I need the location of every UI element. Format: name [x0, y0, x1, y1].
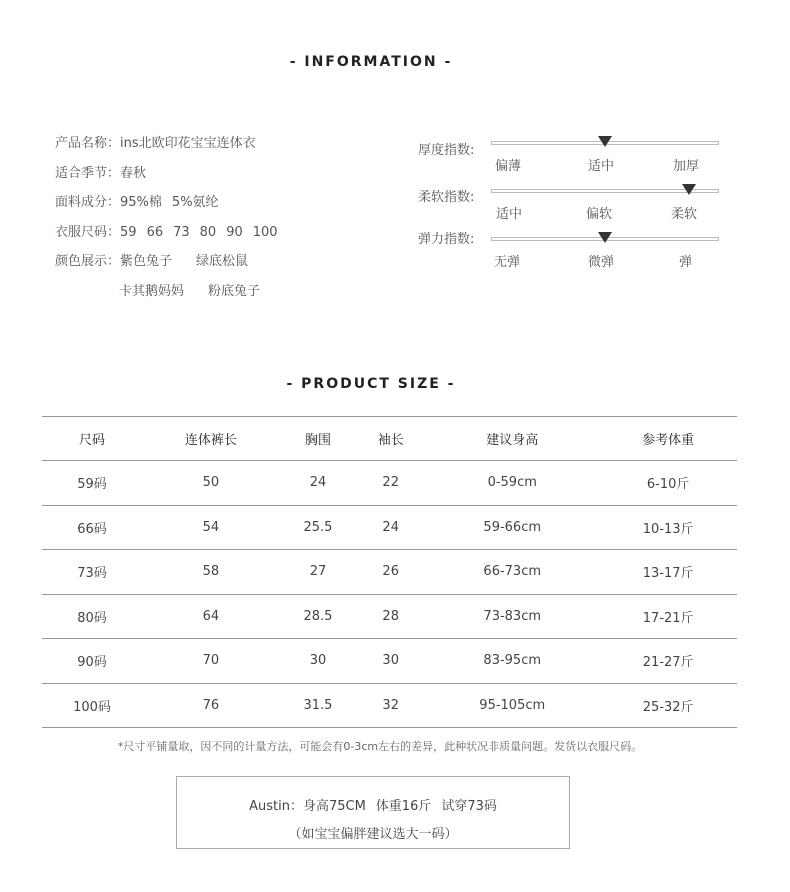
fabric-cotton: 95%棉 — [120, 195, 162, 210]
table-row — [42, 461, 737, 506]
cell-height: 0-59cm — [487, 475, 537, 491]
cell-size: 80码 — [77, 610, 107, 626]
product-size-heading: - PRODUCT SIZE - — [286, 376, 456, 392]
info-row-fabric — [55, 194, 288, 224]
tick-soft: 柔软 — [671, 207, 698, 222]
info-row-sizes — [55, 224, 288, 254]
product-info — [55, 135, 288, 312]
cell-weight: 13-17斤 — [642, 566, 694, 582]
size-table-header — [42, 417, 737, 461]
softness-track — [491, 189, 719, 193]
cell-sleeve: 22 — [382, 475, 399, 491]
table-row — [42, 594, 737, 639]
fabric-values — [120, 195, 229, 210]
color-values — [120, 254, 272, 269]
tick-stretch: 弹 — [679, 255, 693, 270]
info-row-season — [55, 165, 288, 195]
col-chest: 胸围 — [304, 433, 331, 448]
cell-chest: 25.5 — [303, 519, 333, 535]
tick-medium-soft: 适中 — [496, 207, 523, 222]
cell-chest: 27 — [309, 564, 327, 580]
color-values-2 — [119, 284, 284, 299]
softness-label: 柔软指数: — [418, 190, 475, 205]
name-label: 产品名称： — [55, 136, 121, 151]
product-name: ins北欧印花宝宝连体衣 — [120, 136, 256, 151]
model-advice: （如宝宝偏胖建议选大一码） — [288, 827, 458, 842]
cell-height: 95-105cm — [479, 697, 546, 713]
season-label: 适合季节： — [55, 165, 121, 181]
cell-length: 54 — [202, 519, 220, 535]
tick-slightly-soft: 偏软 — [586, 207, 613, 222]
col-length: 连体裤长 — [184, 433, 237, 448]
cell-weight: 21-27斤 — [642, 655, 694, 671]
cell-sleeve: 24 — [382, 519, 399, 535]
cell-size: 100码 — [73, 699, 111, 715]
cell-length: 64 — [202, 608, 220, 624]
elasticity-marker — [598, 232, 612, 243]
color-purple-rabbit: 紫色兔子 — [120, 254, 173, 269]
info-row-colors-2 — [55, 283, 288, 313]
cell-sleeve: 32 — [382, 697, 399, 713]
cell-size: 90码 — [77, 655, 107, 671]
size-90: 90 — [226, 224, 243, 240]
size-table — [42, 416, 737, 728]
measurement-note: *尺寸平铺量取，因不同的计量方法，可能会有0-3cm左右的差异，此种状况非质量问题。发货以衣服尺码。 — [117, 740, 643, 753]
cell-height: 59-66cm — [483, 519, 542, 535]
cell-sleeve: 28 — [382, 608, 399, 624]
tick-no-stretch: 无弹 — [494, 255, 521, 270]
tick-thick: 加厚 — [673, 159, 700, 174]
cell-weight: 10-13斤 — [642, 521, 694, 537]
thickness-label: 厚度指数: — [418, 143, 475, 158]
cell-chest: 31.5 — [303, 697, 333, 713]
cell-height: 83-95cm — [483, 653, 542, 669]
cell-chest: 24 — [309, 475, 327, 491]
model-weight: 体重16斤 — [375, 799, 432, 814]
col-size: 尺码 — [79, 433, 106, 448]
cell-length: 70 — [202, 653, 220, 669]
model-info-box — [176, 776, 570, 849]
size-59: 59 — [120, 224, 137, 240]
cell-size: 59码 — [77, 477, 107, 493]
cell-weight: 25-32斤 — [642, 699, 694, 715]
information-heading: - INFORMATION - — [289, 54, 453, 70]
size-values — [120, 225, 288, 240]
cell-chest: 30 — [309, 653, 327, 669]
model-stats — [177, 795, 569, 814]
table-row — [42, 639, 737, 684]
model-height: Austin：身高75CM — [249, 799, 366, 814]
thickness-marker — [598, 136, 612, 147]
colors-label: 颜色展示： — [55, 254, 121, 269]
info-row-name — [55, 135, 288, 165]
thickness-track — [491, 141, 719, 145]
season-value: 春秋 — [120, 165, 147, 181]
cell-weight: 6-10斤 — [646, 477, 690, 493]
col-height: 建议身高 — [486, 433, 539, 448]
sizes-label: 衣服尺码： — [55, 224, 121, 240]
cell-length: 58 — [202, 564, 220, 580]
color-green-squirrel: 绿底松鼠 — [196, 254, 249, 269]
cell-sleeve: 26 — [382, 564, 399, 580]
table-row — [42, 550, 737, 595]
tick-slight-stretch: 微弹 — [588, 255, 615, 270]
cell-length: 50 — [202, 475, 220, 491]
tick-thin: 偏薄 — [495, 159, 522, 174]
fabric-spandex: 5%氨纶 — [171, 195, 219, 210]
cell-size: 66码 — [77, 521, 107, 537]
col-sleeve: 袖长 — [377, 433, 404, 448]
info-row-colors — [55, 253, 288, 283]
elasticity-label: 弹力指数: — [418, 232, 475, 247]
size-80: 80 — [199, 224, 217, 240]
cell-sleeve: 30 — [382, 653, 399, 669]
fabric-label: 面料成分： — [55, 195, 121, 210]
col-weight: 参考体重 — [642, 433, 695, 448]
size-66: 66 — [146, 224, 164, 240]
size-73: 73 — [173, 224, 190, 240]
size-100: 100 — [252, 224, 278, 240]
softness-marker — [682, 184, 696, 195]
elasticity-track — [491, 237, 719, 241]
tick-medium: 适中 — [588, 159, 615, 174]
cell-size: 73码 — [77, 566, 107, 582]
color-khaki-goose: 卡其鹅妈妈 — [119, 283, 185, 299]
cell-height: 66-73cm — [483, 564, 542, 580]
table-row — [42, 505, 737, 550]
table-row — [42, 683, 737, 728]
color-pink-rabbit: 粉底兔子 — [208, 283, 261, 299]
cell-chest: 28.5 — [303, 608, 333, 624]
cell-height: 73-83cm — [483, 608, 542, 624]
cell-length: 76 — [202, 697, 220, 713]
model-trial-size: 试穿73码 — [441, 799, 497, 814]
cell-weight: 17-21斤 — [642, 610, 694, 626]
